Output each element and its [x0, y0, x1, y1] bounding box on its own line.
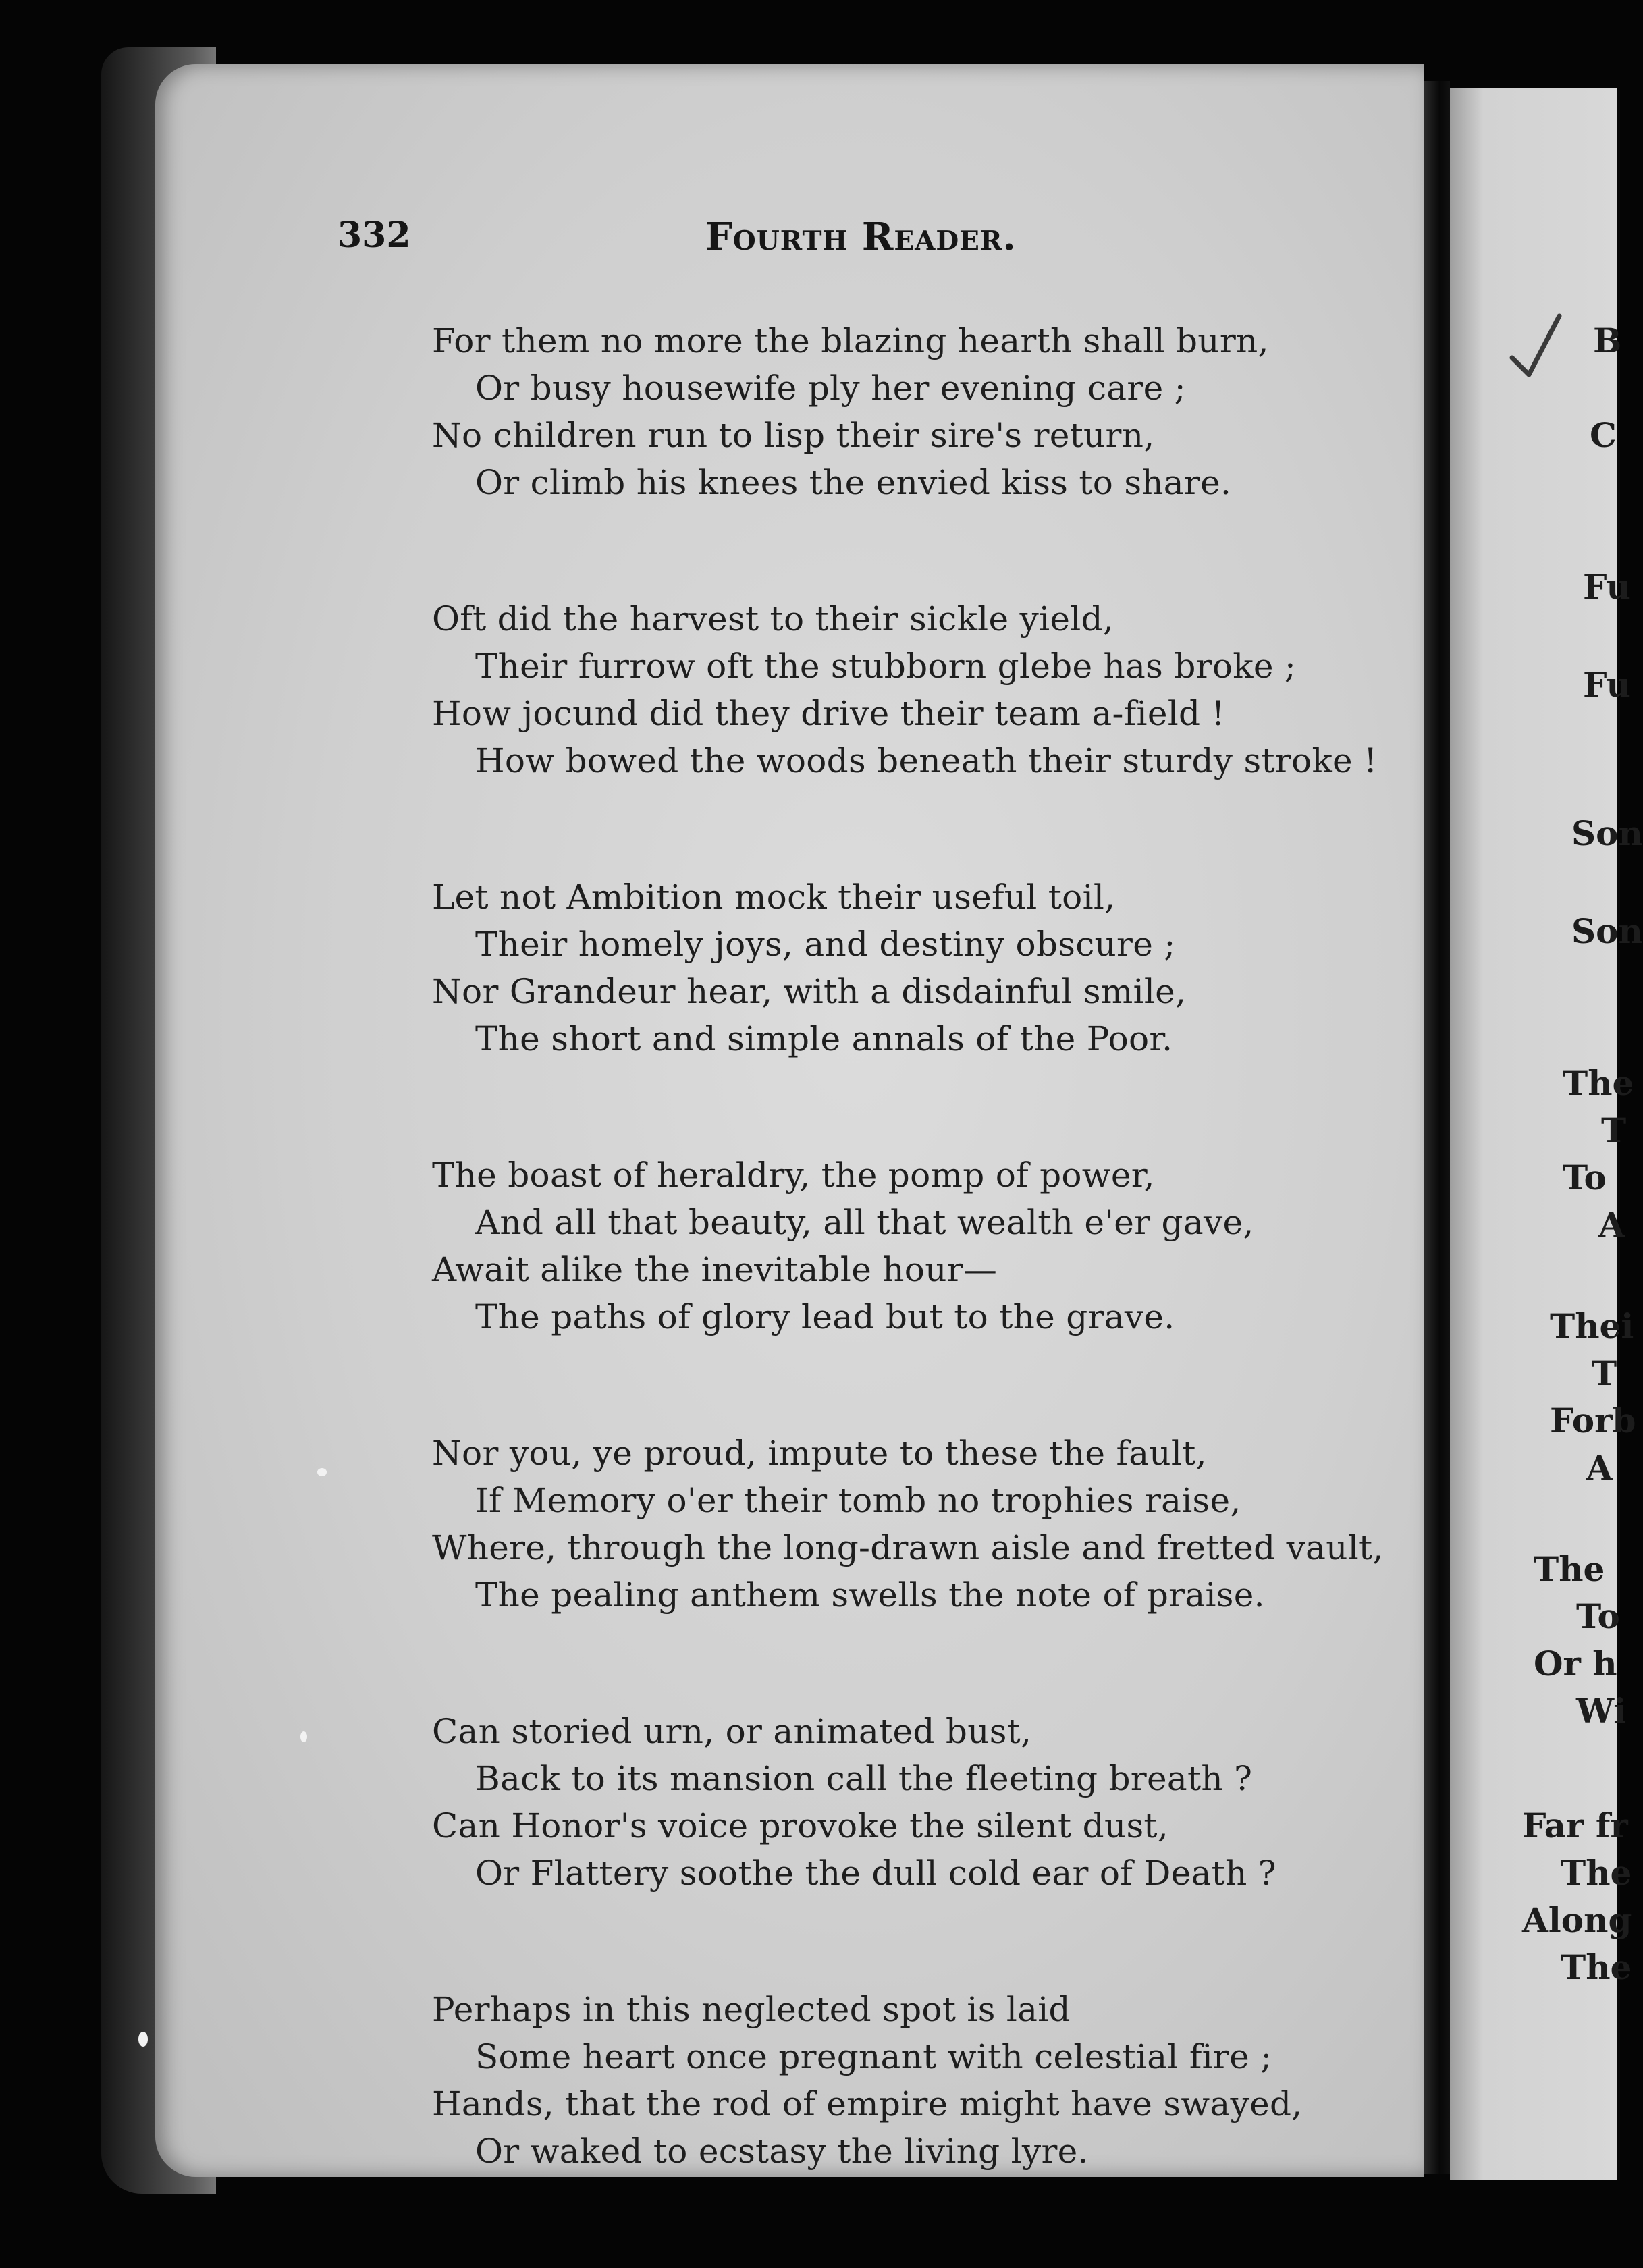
facing-fragment: The	[1534, 1549, 1605, 1589]
facing-fragment: The	[1563, 1063, 1634, 1103]
facing-fragment: Forb	[1550, 1401, 1636, 1440]
facing-fragment: Along	[1522, 1900, 1632, 1940]
poem-line: For them no more the blazing hearth shall burn,	[432, 321, 1269, 360]
facing-fragment: Son	[1571, 813, 1643, 853]
facing-fragment: Son	[1571, 911, 1643, 951]
stanza	[432, 595, 1391, 784]
facing-fragment: Fu	[1583, 567, 1631, 607]
poem-line: Their furrow oft the stubborn glebe has broke ;	[475, 647, 1297, 686]
facing-fragment: Fu	[1583, 665, 1631, 705]
poem-line: Nor you, ye proud, impute to these the fault,	[432, 1434, 1207, 1473]
poem-line: The paths of glory lead but to the grave.	[475, 1297, 1175, 1336]
facing-fragment: C	[1590, 415, 1617, 455]
poem-line: Back to its mansion call the fleeting breath ?	[475, 1759, 1253, 1798]
poem-line: The pealing anthem swells the note of praise.	[475, 1575, 1265, 1615]
poem-line: Await alike the inevitable hour—	[432, 1250, 998, 1289]
poem-line: And all that beauty, all that wealth e'er gave,	[475, 1203, 1254, 1242]
poem-line: No children run to lisp their sire's return,	[432, 416, 1155, 455]
poem-line: The boast of heraldry, the pomp of power,	[432, 1156, 1155, 1195]
scan-speck	[300, 1731, 307, 1742]
poem-line: Hands, that the rod of empire might have swayed,	[432, 2084, 1303, 2124]
running-title: Fourth Reader.	[705, 215, 1017, 259]
poem-line: Or busy housewife ply her evening care ;	[475, 369, 1186, 408]
poem-line: Oft did the harvest to their sickle yield,	[432, 599, 1114, 639]
facing-fragment: The	[1561, 1853, 1632, 1893]
facing-fragment: A	[1598, 1205, 1625, 1245]
facing-fragment: T	[1601, 1110, 1627, 1150]
poem-line: Let not Ambition mock their useful toil,	[432, 878, 1116, 917]
facing-fragment: To	[1576, 1596, 1620, 1636]
stanza	[432, 873, 1391, 1062]
facing-fragment: Thei	[1550, 1306, 1634, 1346]
facing-fragment: The	[1561, 1947, 1632, 1987]
facing-fragment: T	[1592, 1353, 1617, 1393]
poem-line: Perhaps in this neglected spot is laid	[432, 1990, 1071, 2029]
poem-line: Where, through the long-drawn aisle and fretted vault,	[432, 1528, 1384, 1567]
stanza	[432, 1986, 1391, 2175]
poem-line: How bowed the woods beneath their sturdy stroke !	[475, 741, 1378, 780]
scan-speck	[138, 2032, 148, 2047]
poem-line: Can Honor's voice provoke the silent dust,	[432, 1806, 1168, 1845]
facing-fragment: Wi	[1576, 1691, 1627, 1731]
scan-speck	[317, 1468, 327, 1476]
book-gutter	[1424, 81, 1450, 2174]
stanza	[432, 1152, 1391, 1341]
stanza	[432, 1708, 1391, 1897]
poem-line: The short and simple annals of the Poor.	[475, 1019, 1173, 1058]
poem-line: Nor Grandeur hear, with a disdainful smile,	[432, 972, 1187, 1011]
facing-fragment: B	[1593, 321, 1622, 360]
facing-fragment: Far fr	[1522, 1806, 1628, 1845]
facing-fragment: Or h	[1534, 1644, 1617, 1683]
poem-line: How jocund did they drive their team a-field !	[432, 694, 1225, 733]
poem-body	[432, 317, 1391, 2264]
poem-line: Their homely joys, and destiny obscure ;	[475, 925, 1176, 964]
poem-line: Can storied urn, or animated bust,	[432, 1712, 1032, 1751]
poem-line: Or Flattery soothe the dull cold ear of Death ?	[475, 1854, 1276, 1893]
poem-line: Or waked to ecstasy the living lyre.	[475, 2132, 1089, 2171]
facing-fragment: To	[1563, 1158, 1607, 1197]
poem-line: Or climb his knees the envied kiss to share.	[475, 463, 1232, 502]
pencil-check-mark-icon	[1509, 310, 1563, 385]
facing-fragment: A	[1586, 1448, 1613, 1488]
poem-line: If Memory o'er their tomb no trophies raise,	[475, 1481, 1241, 1520]
stanza	[432, 1430, 1391, 1619]
stanza	[432, 317, 1391, 506]
page-number: 332	[338, 215, 411, 256]
poem-line: Some heart once pregnant with celestial fire ;	[475, 2037, 1272, 2076]
